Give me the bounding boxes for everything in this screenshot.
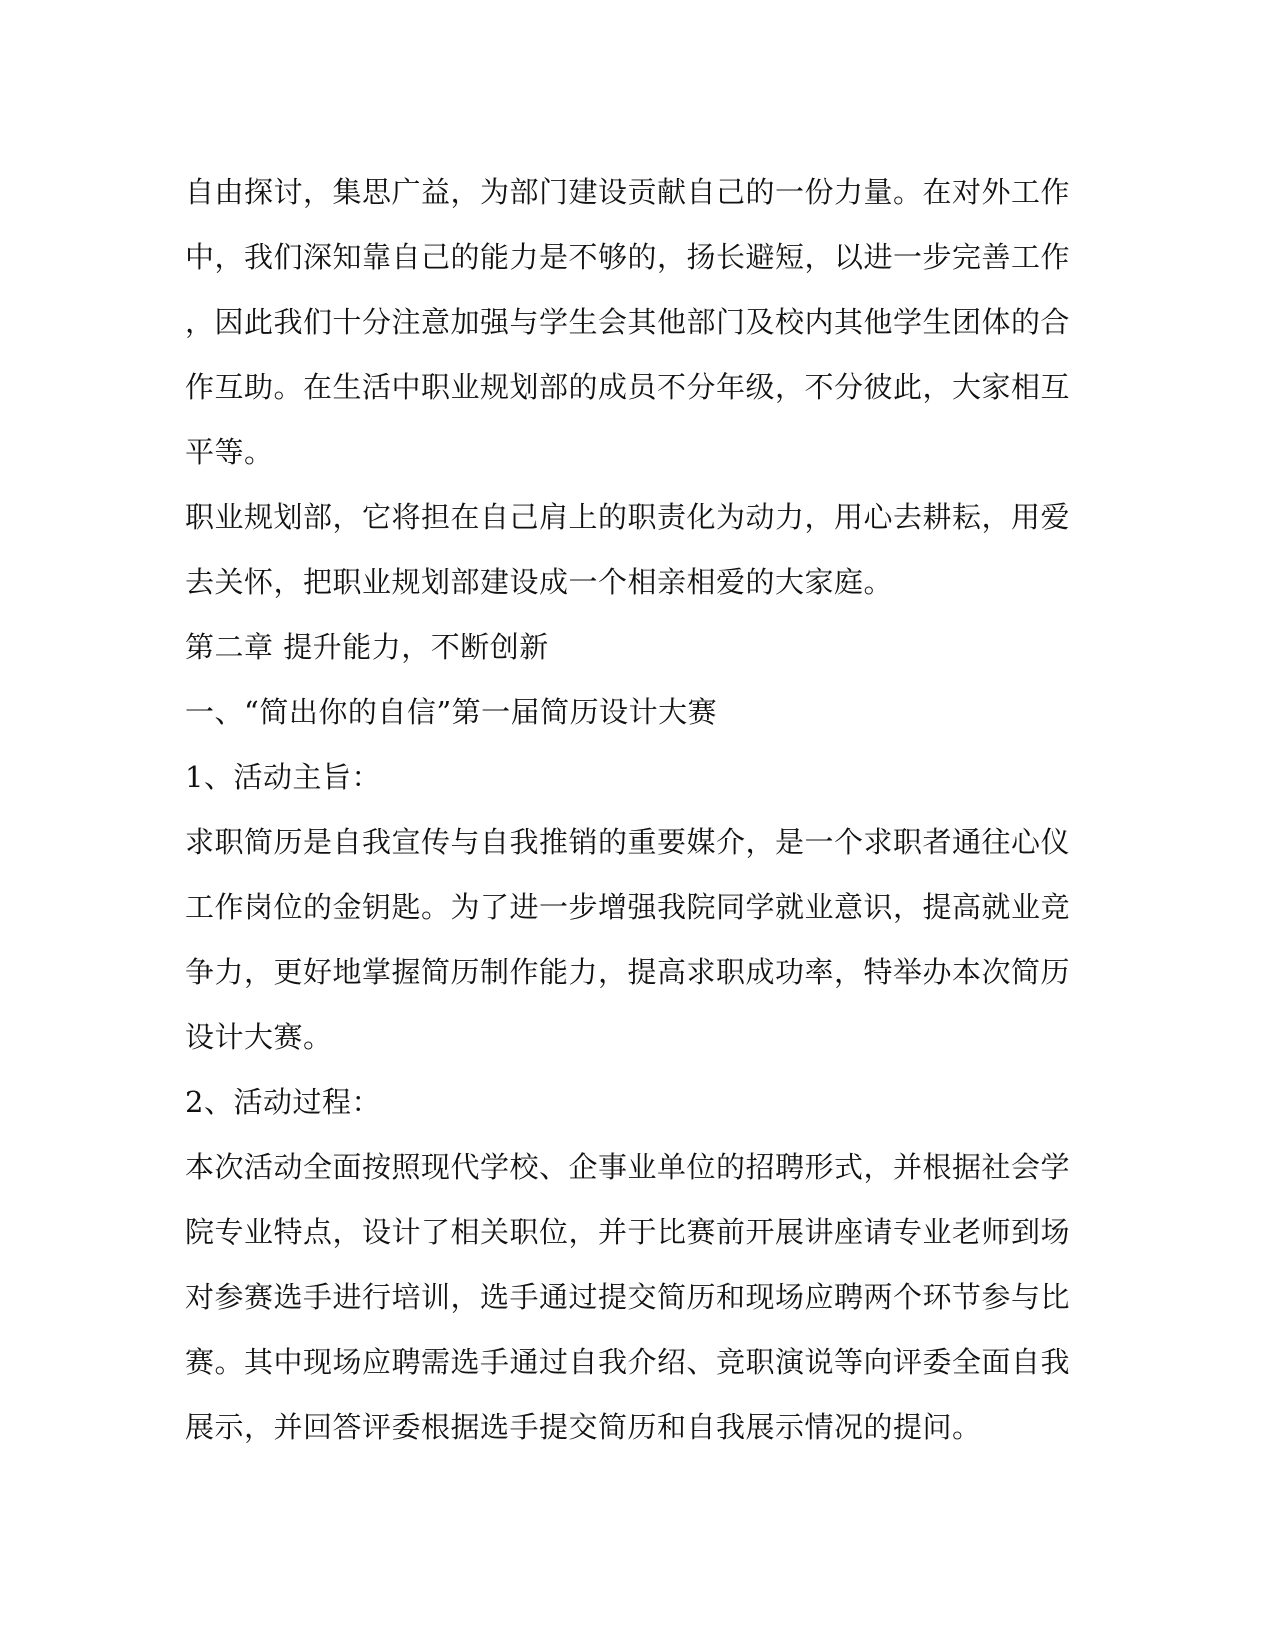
paragraph-line: 职业规划部，它将担在自己肩上的职责化为动力，用心去耕耘，用爱: [185, 500, 1071, 534]
paragraph-line: 院专业特点，设计了相关职位，并于比赛前开展讲座请专业老师到场: [185, 1215, 1071, 1249]
paragraph-line: 工作岗位的金钥匙。为了进一步增强我院同学就业意识，提高就业竞: [185, 890, 1071, 924]
paragraph-line: ，因此我们十分注意加强与学生会其他部门及校内其他学生团体的合: [185, 305, 1071, 339]
chapter-heading: 第二章 提升能力，不断创新: [185, 630, 549, 664]
paragraph-line: 去关怀，把职业规划部建设成一个相亲相爱的大家庭。: [185, 565, 894, 599]
paragraph-line: 对参赛选手进行培训，选手通过提交简历和现场应聘两个环节参与比: [185, 1280, 1071, 1314]
paragraph-line: 展示，并回答评委根据选手提交简历和自我展示情况的提问。: [185, 1410, 982, 1444]
paragraph-line: 中，我们深知靠自己的能力是不够的，扬长避短，以进一步完善工作: [185, 240, 1071, 274]
paragraph-line: 自由探讨，集思广益，为部门建设贡献自己的一份力量。在对外工作: [185, 175, 1071, 209]
paragraph-line: 作互助。在生活中职业规划部的成员不分年级，不分彼此，大家相互: [185, 370, 1071, 404]
subsection-heading: 1、活动主旨：: [185, 760, 381, 794]
paragraph-line: 平等。: [185, 435, 274, 469]
paragraph-line: 求职简历是自我宣传与自我推销的重要媒介，是一个求职者通往心仪: [185, 825, 1071, 859]
paragraph-line: 赛。其中现场应聘需选手通过自我介绍、竞职演说等向评委全面自我: [185, 1345, 1071, 1379]
subsection-heading: 2、活动过程：: [185, 1085, 381, 1119]
paragraph-line: 设计大赛。: [185, 1020, 333, 1054]
document-body: [185, 160, 1071, 1460]
paragraph-line: 本次活动全面按照现代学校、企事业单位的招聘形式，并根据社会学: [185, 1150, 1071, 1184]
paragraph-line: 争力，更好地掌握简历制作能力，提高求职成功率，特举办本次简历: [185, 955, 1071, 989]
section-heading: 一、“简出你的自信”第一届简历设计大赛: [185, 695, 718, 729]
